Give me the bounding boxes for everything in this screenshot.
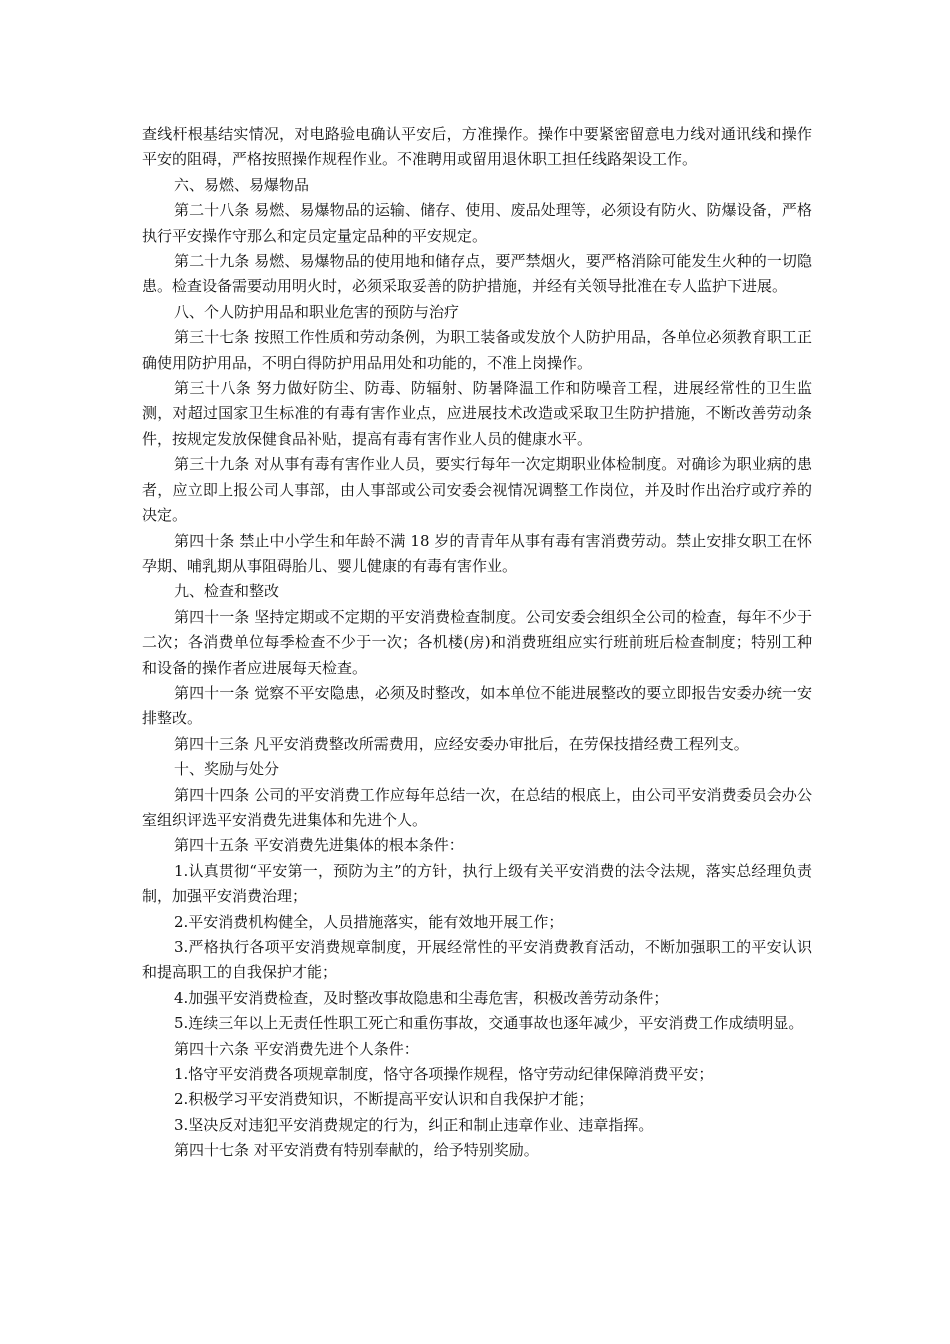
article-paragraph: 第三十九条 对从事有毒有害作业人员，要实行每年一次定期职业体检制度。对确诊为职业病的患者，应立即上报公司人事部，由人事部或公司安委会视情况调整工作岗位，并及时作出治疗或疗养的决定。 <box>142 455 812 525</box>
document-body <box>142 122 812 1164</box>
list-item: 3.坚决反对违犯平安消费规定的行为，纠正和制止违章作业、违章指挥。 <box>174 1115 654 1134</box>
article-paragraph: 第二十九条 易燃、易爆物品的使用地和储存点，要严禁烟火，要严格消除可能发生火种的一切隐患。检查设备需要动用明火时，必须采取妥善的防护措施，并经有关领导批准在专人监护下进展。 <box>142 252 812 296</box>
section-heading: 六、易燃、易爆物品 <box>174 175 310 194</box>
article-paragraph: 第四十条 禁止中小学生和年龄不满 18 岁的青青年从事有毒有害消费劳动。禁止安排女职工在怀孕期、哺乳期从事阻碍胎儿、婴儿健康的有毒有害作业。 <box>142 531 812 575</box>
list-item: 1.认真贯彻“平安第一，预防为主”的方针，执行上级有关平安消费的法令法规，落实总经理负责制，加强平安消费治理； <box>142 861 812 906</box>
list-item: 4.加强平安消费检查，及时整改事故隐患和尘毒危害，积极改善劳动条件； <box>174 988 669 1007</box>
paragraph: 查线杆根基结实情况，对电路验电确认平安后，方准操作。操作中要紧密留意电力线对通讯线和操作平安的阻碍，严格按照操作规程作业。不准聘用或留用退休职工担任线路架设工作。 <box>142 125 812 169</box>
article-paragraph: 第四十五条 平安消费先进集体的根本条件： <box>174 836 464 855</box>
section-heading: 九、检查和整改 <box>174 582 280 601</box>
article-paragraph: 第四十三条 凡平安消费整改所需费用，应经安委办审批后，在劳保技措经费工程列支。 <box>174 734 749 753</box>
article-paragraph: 第三十七条 按照工作性质和劳动条例，为职工装备或发放个人防护用品，各单位必须教育职工正确使用防护用品，不明白得防护用品用处和功能的，不准上岗操作。 <box>142 328 812 372</box>
article-paragraph: 第二十八条 易燃、易爆物品的运输、储存、使用、废品处理等，必须设有防火、防爆设备，严格执行平安操作守那么和定员定量定品种的平安规定。 <box>142 201 812 245</box>
article-paragraph: 第三十八条 努力做好防尘、防毒、防辐射、防暑降温工作和防噪音工程，进展经常性的卫生监测，对超过国家卫生标准的有毒有害作业点，应进展技术改造或采取卫生防护措施，不断改善劳动条件，按规定发放保健食品补贴，提高有毒有害作业人员的健康水平。 <box>142 379 812 448</box>
article-paragraph: 第四十六条 平安消费先进个人条件： <box>174 1039 419 1058</box>
section-heading: 十、奖励与处分 <box>174 760 280 779</box>
list-item: 3.严格执行各项平安消费规章制度，开展经常性的平安消费教育活动，不断加强职工的平安认识和提高职工的自我保护才能； <box>142 938 812 982</box>
list-item: 2.积极学习平安消费知识，不断提高平安认识和自我保护才能； <box>174 1090 594 1109</box>
article-paragraph: 第四十四条 公司的平安消费工作应每年总结一次，在总结的根底上，由公司平安消费委员会办公室组织评选平安消费先进集体和先进个人。 <box>142 785 812 829</box>
article-paragraph: 第四十七条 对平安消费有特别奉献的，给予特别奖励。 <box>174 1141 539 1160</box>
list-item: 1.恪守平安消费各项规章制度，恪守各项操作规程，恪守劳动纪律保障消费平安； <box>174 1065 714 1084</box>
list-item: 2.平安消费机构健全，人员措施落实，能有效地开展工作； <box>174 912 564 931</box>
article-paragraph: 第四十一条 觉察不平安隐患，必须及时整改，如本单位不能进展整改的要立即报告安委办统一安排整改。 <box>142 683 812 728</box>
list-item: 5.连续三年以上无责任性职工死亡和重伤事故，交通事故也逐年减少，平安消费工作成绩明显。 <box>174 1014 804 1033</box>
section-heading: 八、个人防护用品和职业危害的预防与治疗 <box>174 302 460 321</box>
article-paragraph: 第四十一条 坚持定期或不定期的平安消费检查制度。公司安委会组织全公司的检查，每年不少于二次；各消费单位每季检查不少于一次；各机楼(房)和消费班组应实行班前班后检查制度；特别工种和设备的操作者应进展每天检查。 <box>142 607 812 677</box>
